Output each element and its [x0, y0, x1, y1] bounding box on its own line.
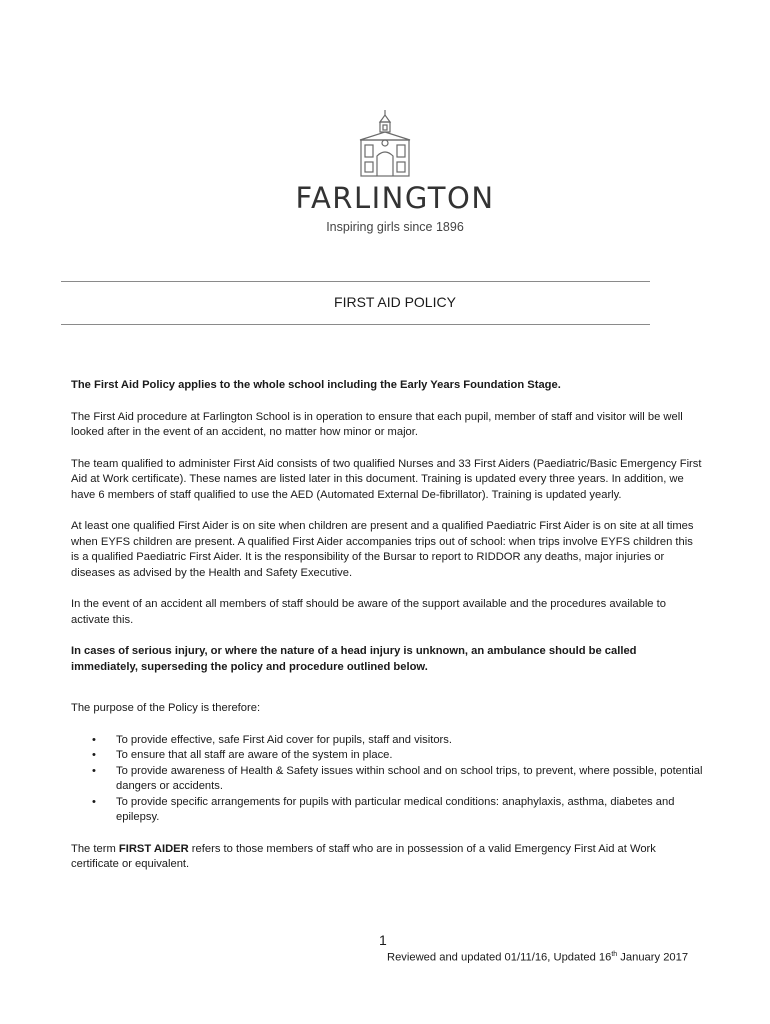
page-number: 1	[379, 932, 387, 948]
paragraph-procedure: The First Aid procedure at Farlington School is in operation to ensure that each pupil, member of staff and visitor will be well looked after in the event of an accident, no matter how minor or major.	[71, 410, 683, 438]
bullet-icon: •	[92, 733, 96, 746]
title-top-rule	[61, 281, 650, 282]
document-title: FIRST AID POLICY	[334, 294, 456, 310]
ambulance-warning: In cases of serious injury, or where the nature of a head injury is unknown, an ambulance should be called immediately, superseding the policy and procedure outlined below.	[71, 645, 637, 673]
list-item: • To provide specific arrangements for pupils with particular medical conditions: anaphylaxis, asthma, diabetes and epilepsy.	[92, 795, 675, 823]
paragraph-first-aider-definition: The term FIRST AIDER refers to those members of staff who are in possession of a valid Emergency First Aid at Work certificate or equivalent.	[71, 842, 656, 870]
title-bottom-rule	[61, 324, 650, 325]
list-item: • To provide awareness of Health & Safety issues within school and on school trips, to prevent, where possible, potential dangers or accidents.	[92, 764, 703, 792]
paragraph-on-site: At least one qualified First Aider is on site when children are present and a qualified Paediatric First Aider is on site at all times when EYFS children are present. A qualified First Aider accompanies trips out of school: when trips involve EYFS children this is a qualified Paediatric First Aider. It is the responsibility of the Bursar to report to RIDDOR any deaths, major injuries or diseases as advised by the Health and Safety Executive.	[71, 520, 694, 579]
list-item: • To provide effective, safe First Aid cover for pupils, staff and visitors.	[71, 733, 703, 749]
school-building-logo-icon	[355, 108, 415, 178]
paragraph-accident: In the event of an accident all members of staff should be aware of the support available and the procedures available to activate this.	[71, 598, 666, 626]
school-tagline: Inspiring girls since 1896	[326, 220, 464, 234]
bullet-icon: •	[92, 764, 96, 777]
purpose-list	[71, 733, 703, 826]
term-first-aider: FIRST AIDER	[118, 842, 189, 855]
paragraph-team: The team qualified to administer First Aid consists of two qualified Nurses and 33 First Aiders (Paediatric/Basic Emergency First Aid at Work certificate). These names are listed later in this document. Training is updated every three years. In addition, we have 6 members of staff qualified to use the AED (Automated External De-fibrillator). Training is updated yearly.	[71, 457, 702, 501]
list-item: • To ensure that all staff are aware of the system in place.	[71, 748, 703, 764]
bullet-icon: •	[92, 795, 96, 808]
scope-statement: The First Aid Policy applies to the whole school including the Early Years Foundation Stage.	[71, 379, 561, 391]
school-brand-name: FARLINGTON	[295, 181, 495, 215]
review-date: Reviewed and updated 01/11/16, Updated 16th January 2017	[387, 951, 689, 964]
bullet-icon: •	[92, 749, 96, 761]
purpose-intro: The purpose of the Policy is therefore:	[71, 702, 261, 714]
policy-body	[71, 378, 703, 889]
